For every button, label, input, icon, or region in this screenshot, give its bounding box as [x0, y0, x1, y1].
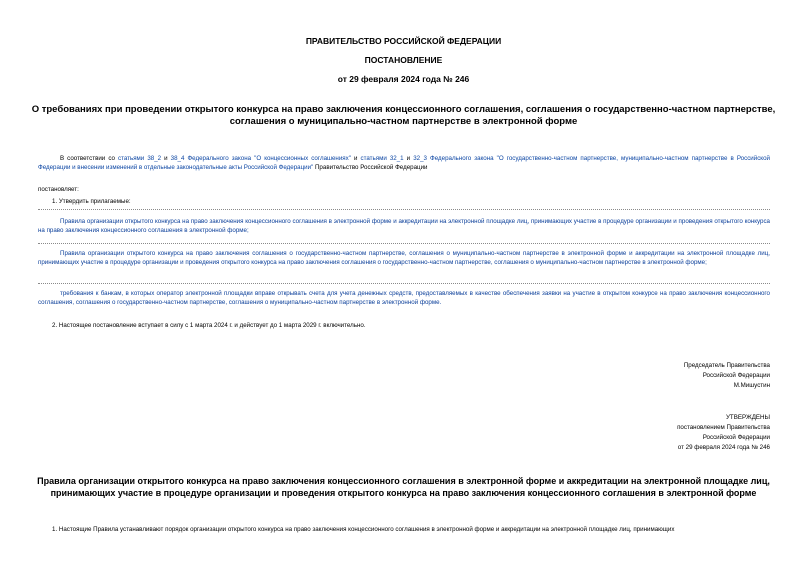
link-article-38-2[interactable]: статьями 38_2: [117, 155, 162, 162]
link-concession-law[interactable]: 38_4 Федерального закона "О концессионных соглашениях": [170, 155, 351, 162]
signature-country: Российской Федерации: [702, 372, 770, 379]
signature-block: [684, 361, 770, 391]
approval-country: Российской Федерации: [702, 434, 770, 441]
document-title-line-1: О требованиях при проведении открытого конкурса на право заключения концессионного соглашения, соглашения о государственно-частном партнерстве,: [31, 104, 776, 115]
approved-item-3[interactable]: [38, 289, 770, 307]
document-type: ПОСТАНОВЛЕНИЕ: [364, 55, 443, 65]
approved-item-text: Правила организации открытого конкурса на право заключения концессионного соглашения в электронной форме и аккредитации на электронной площадке лиц, принимающих участие в процедуре организации и проведения открытого конкурса на право заключения концессионного соглашения в электронной форме;: [38, 218, 770, 234]
list-divider: [38, 243, 770, 244]
government-heading: ПРАВИТЕЛЬСТВО РОССИЙСКОЙ ФЕДЕРАЦИИ: [305, 36, 502, 46]
item-2: 2. Настоящее постановление вступает в силу с 1 марта 2024 г. и действует до 1 марта 2029 г. включительно.: [52, 322, 366, 329]
approved-item-text: требования к банкам, в которых оператор электронной площадки вправе открывать счета для учета денежных средств, предоставляемых в качестве обеспечения заявки на участие в открытом конкурсе на право заключения концессионного соглашения, соглашения о государственно-частном партнерстве, соглашения о муниципально-частном партнерстве в электронной форме.: [38, 290, 770, 306]
document-title-line-2: соглашения о муниципально-частном партнерстве в электронной форме: [229, 116, 578, 127]
preamble-text: и: [403, 155, 414, 162]
preamble-text: и: [161, 155, 171, 162]
approval-resolution: постановлением Правительства: [677, 424, 770, 431]
approved-item-text: Правила организации открытого конкурса на право заключения соглашения о государственно-частном партнерстве, соглашения о муниципально-частном партнерстве в электронной форме и аккредитации на электронной площадке лиц, принимающих участие в процедуре организации и проведения открытого конкурса на право заключения соглашения о государственно-частном партнерстве, соглашения о муниципально-частном партнерстве в электронной форме;: [38, 250, 770, 266]
approved-item-2[interactable]: [38, 249, 770, 267]
list-divider: [38, 209, 770, 210]
approval-date: от 29 февраля 2024 года № 246: [677, 444, 770, 451]
approved-item-1[interactable]: [38, 217, 770, 235]
preamble-text: Правительство Российской Федерации: [313, 164, 428, 171]
link-ppp-law[interactable]: 32_3 Федерального закона "О государственно-частном партнерстве, муниципально-частном партнерстве в Российской Федерации и внесении изменений в отдельные законодательные акты Российской Федерации": [38, 155, 770, 171]
signature-name: М.Мишустин: [733, 382, 770, 389]
preamble-text: В соответствии со: [60, 155, 118, 162]
signature-position: Председатель Правительства: [683, 362, 770, 369]
item-1: 1. Утвердить прилагаемые:: [52, 198, 131, 205]
rules-title-line-2: принимающих участие в процедуре организации и проведения открытого конкурса на право заключения концессионного соглашения в электронной форме: [50, 488, 757, 498]
list-divider: [38, 283, 770, 284]
document-date-number: от 29 февраля 2024 года № 246: [337, 74, 470, 84]
rules-paragraph-1: 1. Настоящие Правила устанавливают порядок организации открытого конкурса на право заключения концессионного соглашения в электронной форме и аккредитации на электронной площадке лиц, принимающих: [52, 526, 675, 533]
approval-word: УТВЕРЖДЕНЫ: [726, 414, 770, 421]
approval-stamp: [677, 413, 770, 453]
preamble-text: и: [350, 155, 361, 162]
link-article-32-1[interactable]: статьями 32_1: [360, 155, 404, 162]
approved-documents-list: [38, 209, 770, 311]
resolves-text: постановляет:: [38, 186, 79, 193]
preamble: [38, 154, 770, 172]
rules-title-line-1: Правила организации открытого конкурса на право заключения концессионного соглашения в электронной форме и аккредитации на электронной площадке лиц,: [37, 476, 770, 486]
